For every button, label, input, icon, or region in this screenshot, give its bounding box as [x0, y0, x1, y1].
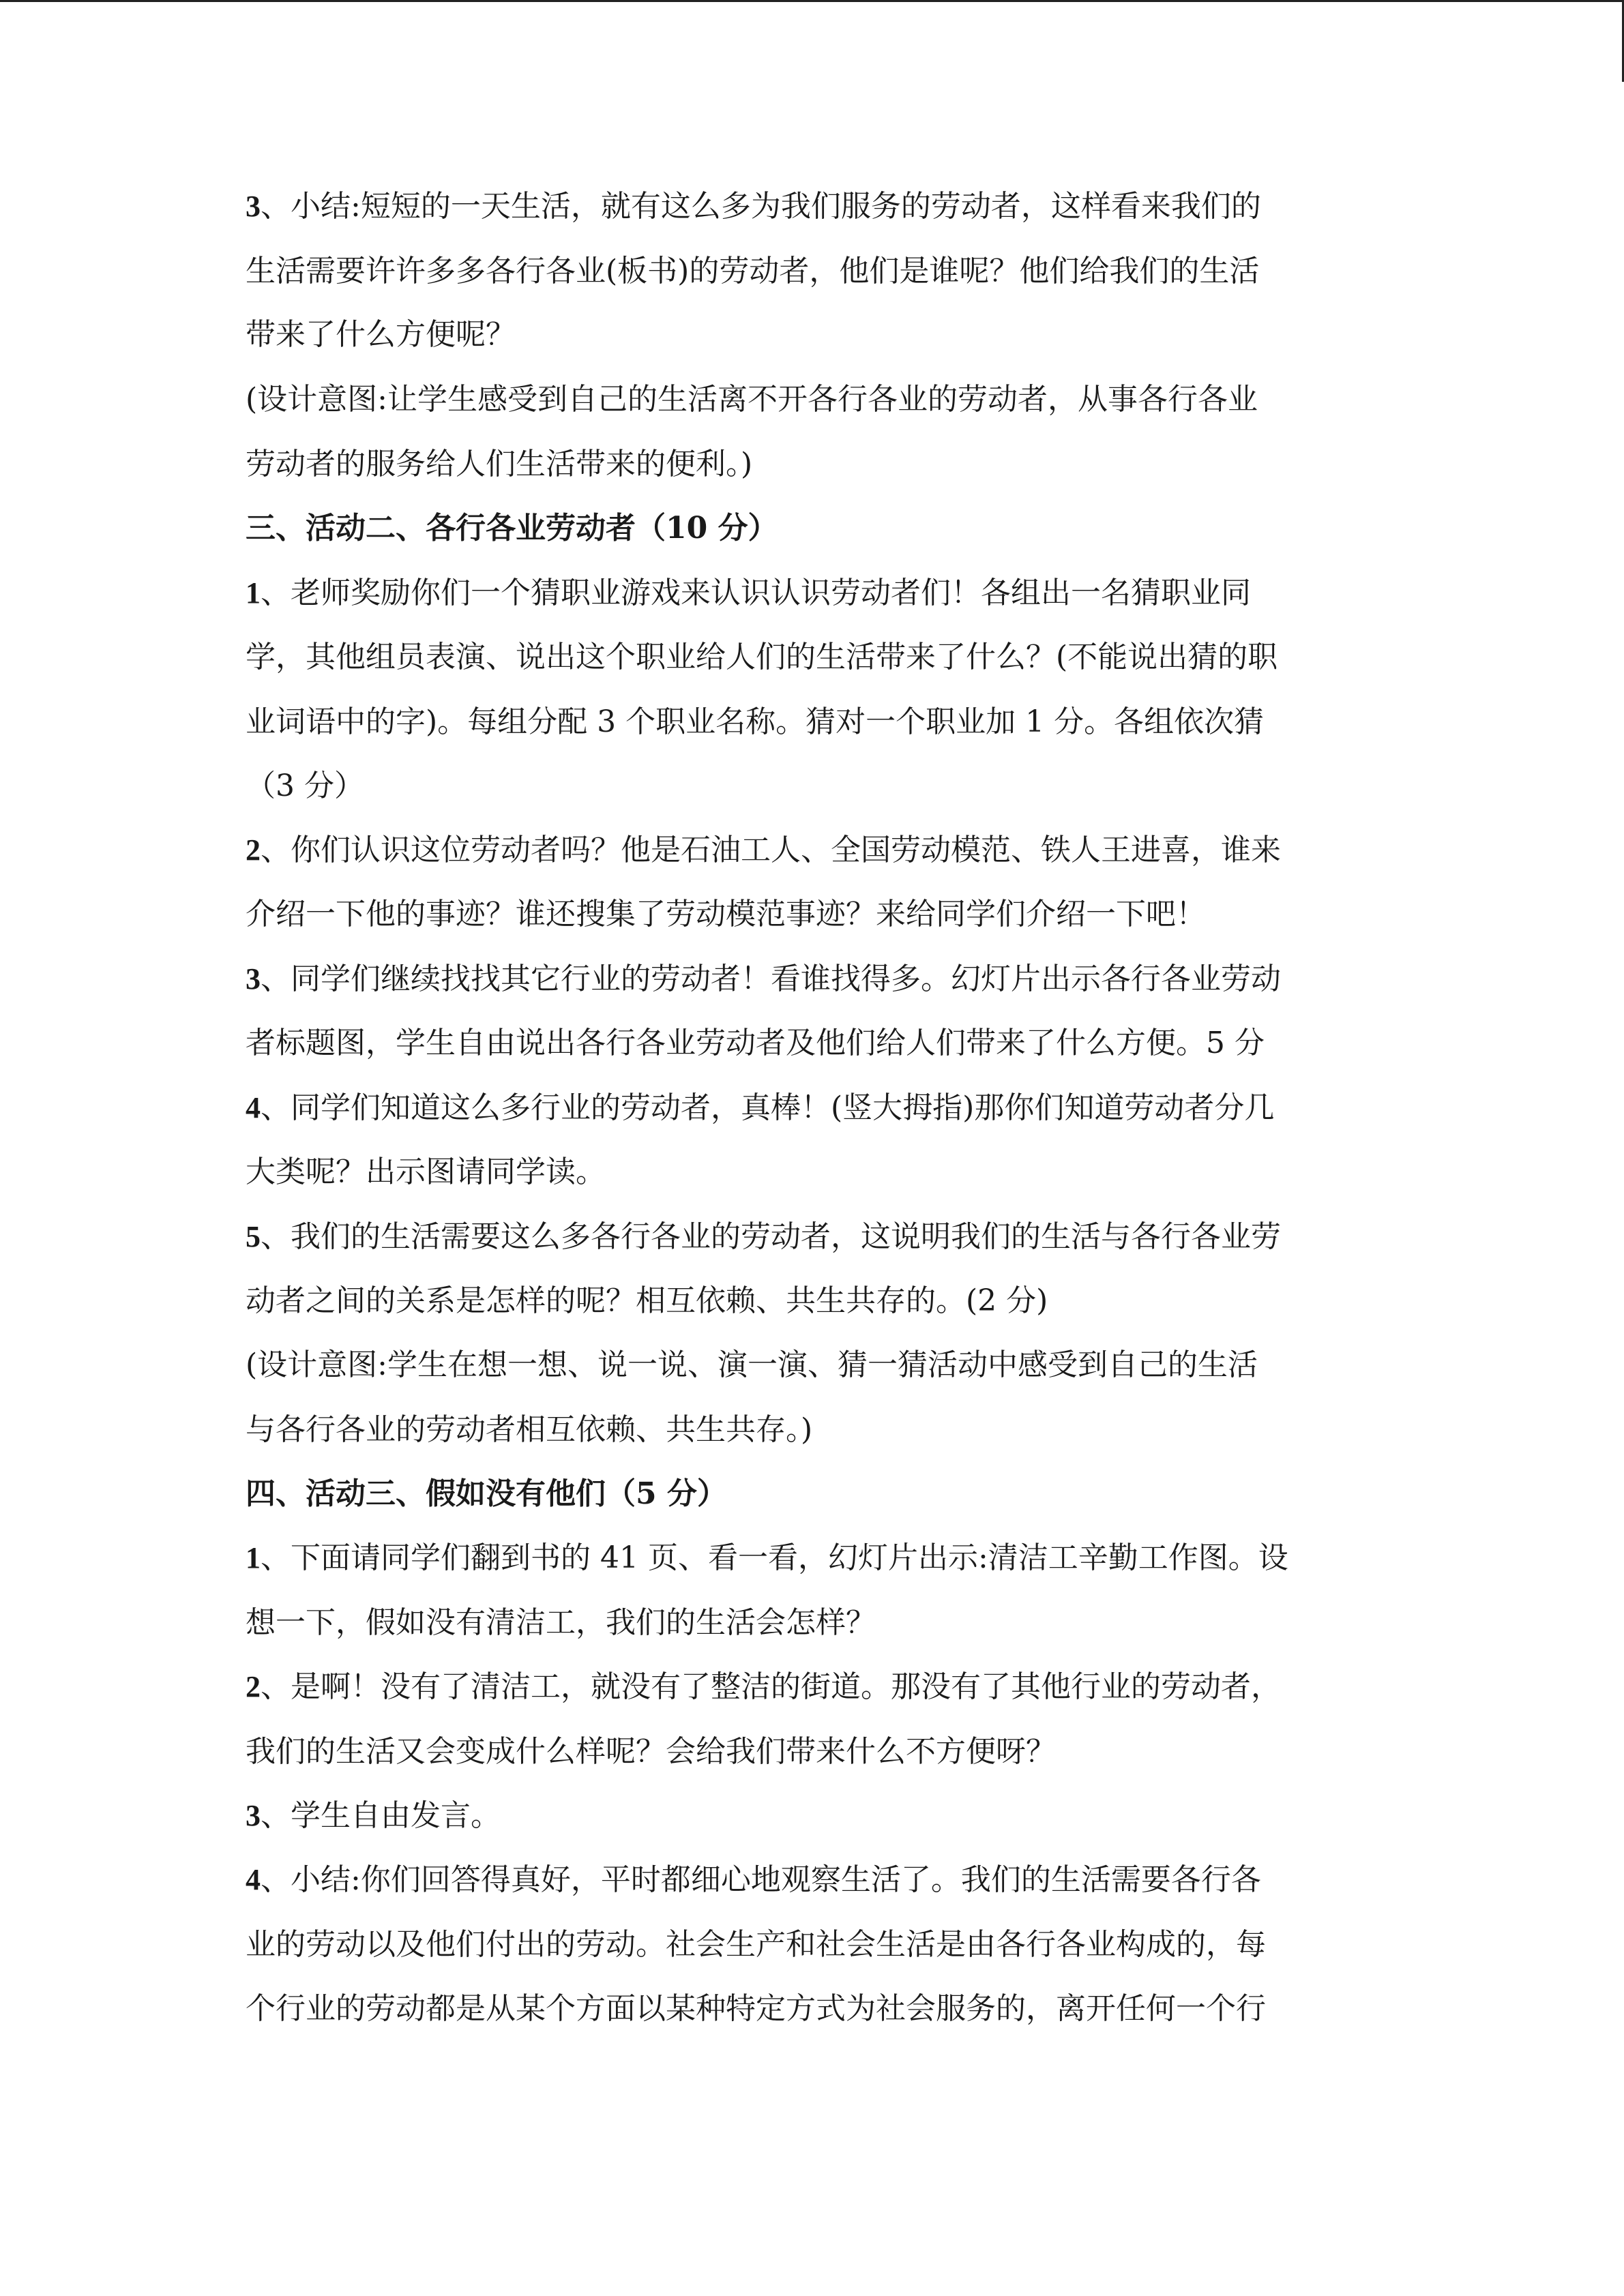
line-text: 、同学们知道这么多行业的劳动者，真棒！(竖大拇指)那你们知道劳动者分几	[261, 1090, 1275, 1125]
line-text: 、学生自由发言。	[261, 1798, 501, 1833]
line-text: 想一下，假如没有清洁工，我们的生活会怎样？	[246, 1605, 876, 1640]
text-line	[246, 444, 752, 485]
item-number: 4	[246, 1091, 261, 1124]
text-line	[246, 1988, 1266, 2029]
text-line	[246, 1088, 1274, 1129]
item-number: 5	[246, 1220, 261, 1253]
line-text: 学，其他组员表演、说出这个职业给人们的生活带来了什么？(不能说出猜的职	[246, 640, 1278, 674]
item-number: 2	[246, 833, 261, 867]
text-line	[246, 1602, 876, 1643]
text-line	[246, 830, 1281, 871]
page-top-border	[0, 0, 1624, 2]
line-text: 、是啊！没有了清洁工，就没有了整洁的街道。那没有了其他行业的劳动者，	[261, 1669, 1281, 1704]
text-line	[246, 1924, 1266, 1965]
text-line	[246, 894, 1206, 935]
line-text: （3 分）	[246, 769, 364, 803]
text-line	[246, 379, 1258, 420]
line-text: 我们的生活又会变成什么样呢？会给我们带来什么不方便呀？	[246, 1734, 1056, 1769]
line-text: 者标题图，学生自由说出各行各业劳动者及他们给人们带来了什么方便。5 分	[246, 1026, 1265, 1060]
text-line	[246, 1345, 1258, 1386]
item-number: 3	[246, 190, 261, 223]
item-number: 1	[246, 576, 261, 610]
line-text: 、老师奖励你们一个猜职业游戏来认识认识劳动者们！各组出一名猜职业同	[261, 576, 1251, 610]
line-text: 大类呢？出示图请同学读。	[246, 1154, 606, 1189]
line-text: 三、活动二、各行各业劳动者（10 分）	[246, 511, 778, 546]
line-text: 劳动者的服务给人们生活带来的便利。)	[246, 447, 753, 481]
line-text: 、下面请同学们翻到书的 41 页、看一看，幻灯片出示:清洁工辛勤工作图。设	[261, 1540, 1288, 1575]
text-line	[246, 1860, 1261, 1900]
text-line	[246, 314, 516, 355]
line-text: 动者之间的关系是怎样的呢？相互依赖、共生共存的。(2 分)	[246, 1283, 1048, 1318]
line-text: 四、活动三、假如没有他们（5 分）	[246, 1476, 727, 1511]
line-text: 与各行各业的劳动者相互依赖、共生共存。)	[246, 1412, 813, 1447]
line-text: 介绍一下他的事迹？谁还搜集了劳动模范事迹？来给同学们介绍一下吧！	[246, 897, 1206, 931]
text-line	[246, 766, 364, 807]
line-text: 业的劳动以及他们付出的劳动。社会生产和社会生活是由各行各业构成的，每	[246, 1927, 1266, 1962]
section-heading	[246, 508, 778, 549]
line-text: (设计意图:让学生感受到自己的生活离不开各行各业的劳动者，从事各行各业	[246, 382, 1258, 417]
item-number: 3	[246, 962, 261, 996]
text-line	[246, 959, 1281, 1000]
text-line	[246, 702, 1264, 743]
item-number: 2	[246, 1670, 261, 1703]
line-text: 、我们的生活需要这么多各行各业的劳动者，这说明我们的生活与各行各业劳	[261, 1219, 1281, 1254]
text-line	[246, 1795, 501, 1836]
section-heading	[246, 1474, 727, 1515]
text-line	[246, 573, 1251, 614]
line-text: (设计意图:学生在想一想、说一说、演一演、猜一猜活动中感受到自己的生活	[246, 1347, 1258, 1382]
text-line	[246, 186, 1261, 227]
text-line	[246, 1217, 1281, 1257]
text-line	[246, 1731, 1056, 1772]
line-text: 、小结:你们回答得真好，平时都细心地观察生活了。我们的生活需要各行各	[261, 1862, 1261, 1897]
item-number: 4	[246, 1863, 261, 1896]
line-text: 、小结:短短的一天生活，就有这么多为我们服务的劳动者，这样看来我们的	[261, 189, 1261, 224]
item-number: 1	[246, 1541, 261, 1575]
line-text: 、同学们继续找找其它行业的劳动者！看谁找得多。幻灯片出示各行各业劳动	[261, 961, 1281, 996]
line-text: 带来了什么方便呢？	[246, 317, 516, 352]
line-text: 业词语中的字)。每组分配 3 个职业名称。猜对一个职业加 1 分。各组依次猜	[246, 704, 1265, 739]
text-line	[246, 1281, 1048, 1322]
item-number: 3	[246, 1799, 261, 1832]
text-line	[246, 1023, 1265, 1064]
text-line	[246, 251, 1259, 292]
text-line	[246, 1410, 812, 1450]
line-text: 、你们认识这位劳动者吗？他是石油工人、全国劳动模范、铁人王进喜，谁来	[261, 833, 1281, 867]
text-line	[246, 1152, 606, 1193]
text-line	[246, 637, 1278, 678]
text-line	[246, 1538, 1288, 1579]
text-line	[246, 1667, 1281, 1708]
line-text: 生活需要许许多多各行各业(板书)的劳动者，他们是谁呢？他们给我们的生活	[246, 254, 1260, 288]
line-text: 个行业的劳动都是从某个方面以某种特定方式为社会服务的，离开任何一个行	[246, 1991, 1266, 2026]
